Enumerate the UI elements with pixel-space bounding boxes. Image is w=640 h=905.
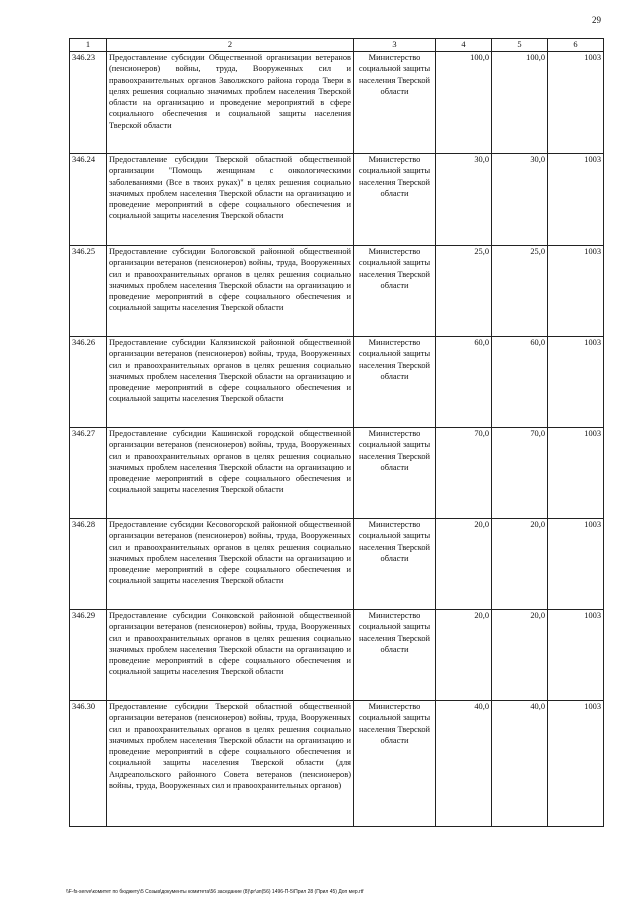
row-number: 346.28 [70,519,107,610]
row-amount-col5: 25,0 [492,246,548,337]
row-amount-col5: 60,0 [492,337,548,428]
row-description: Предоставление субсидии Кашинской городской общественной организации ветеранов (пенсионеров) войны, труда, Вооруженных сил и правоохранительных органов в целях решения социально значимых проблем населения Тверской области на организацию и проведение мероприятий в сфере социального обеспечения и социальной защиты населения Тверской области [107,428,354,519]
table-header-row [70,39,604,52]
row-amount-col5: 20,0 [492,610,548,701]
column-header-5: 5 [492,39,548,52]
row-ministry: Министерство социальной защиты населения Тверской области [354,52,436,154]
column-header-3: 3 [354,39,436,52]
table-row [70,701,604,827]
row-amount-col5: 100,0 [492,52,548,154]
row-ministry: Министерство социальной защиты населения Тверской области [354,337,436,428]
table-row [70,428,604,519]
row-amount-col4: 40,0 [436,701,492,827]
row-description: Предоставление субсидии Калязинской районной общественной организации ветеранов (пенсионеров) войны, труда, Вооруженных сил и правоохранительных органов в целях решения социально значимых проблем населения Тверской области на организацию и проведение мероприятий в сфере социального обеспечения и социальной защиты населения Тверской области [107,337,354,428]
table-row [70,52,604,154]
table-row [70,337,604,428]
table-row [70,519,604,610]
column-header-1: 1 [70,39,107,52]
row-code: 1003 [548,337,604,428]
row-amount-col5: 70,0 [492,428,548,519]
row-ministry: Министерство социальной защиты населения Тверской области [354,154,436,246]
row-description: Предоставление субсидии Сонковской районной общественной организации ветеранов (пенсионеров) войны, труда, Вооруженных сил и правоохранительных органов в целях решения социально значимых проблем населения Тверской области на организацию и проведение мероприятий в сфере социального обеспечения и социальной защиты населения Тверской области [107,610,354,701]
page-number: 29 [592,15,601,25]
row-amount-col4: 20,0 [436,519,492,610]
row-ministry: Министерство социальной защиты населения Тверской области [354,246,436,337]
row-ministry: Министерство социальной защиты населения Тверской области [354,610,436,701]
row-description: Предоставление субсидии Тверской областной общественной организации "Помощь женщинам с онкологическими заболеваниями (Все в твоих руках)" в целях решения социально значимых проблем населения Тверской области на организацию и проведение мероприятий в сфере социального обеспечения и социальной защиты населения Тверской области [107,154,354,246]
row-ministry: Министерство социальной защиты населения Тверской области [354,428,436,519]
row-description: Предоставление субсидии Кесовогорской районной общественной организации ветеранов (пенсионеров) войны, труда, Вооруженных сил и правоохранительных органов в целях решения социально значимых проблем населения Тверской области на организацию и проведение мероприятий в сфере социального обеспечения и социальной защиты населения Тверской области [107,519,354,610]
row-code: 1003 [548,52,604,154]
budget-table [69,38,604,827]
row-description: Предоставление субсидии Бологовской районной общественной организации ветеранов (пенсионеров) войны, труда, Вооруженных сил и правоохранительных органов в целях решения социально значимых проблем населения Тверской области на организацию и проведение мероприятий в сфере социального обеспечения и социальной защиты населения Тверской области [107,246,354,337]
row-code: 1003 [548,519,604,610]
row-ministry: Министерство социальной защиты населения Тверской области [354,701,436,827]
row-amount-col4: 30,0 [436,154,492,246]
column-header-2: 2 [107,39,354,52]
row-amount-col4: 25,0 [436,246,492,337]
row-number: 346.24 [70,154,107,246]
row-amount-col4: 70,0 [436,428,492,519]
row-amount-col4: 20,0 [436,610,492,701]
row-amount-col5: 40,0 [492,701,548,827]
row-code: 1003 [548,610,604,701]
row-code: 1003 [548,701,604,827]
row-code: 1003 [548,154,604,246]
row-amount-col4: 100,0 [436,52,492,154]
row-amount-col4: 60,0 [436,337,492,428]
file-path-footer: \\F-fs-serve\комитет по бюджету\5 Созыв\документы комитета\56 заседание (8)\рг\зп(56) 1496-П-5\Прил 28 (Прил 45) Доп мер.rtf [66,889,364,895]
row-number: 346.29 [70,610,107,701]
table-row [70,246,604,337]
column-header-6: 6 [548,39,604,52]
row-description: Предоставление субсидии Общественной организации ветеранов (пенсионеров) войны, труда, Вооруженных сил и правоохранительных органов Заволжского района города Твери в целях решения социально значимых проблем населения Тверской области на организацию и проведение мероприятий в сфере социального обеспечения и социальной защиты населения Тверской области [107,52,354,154]
row-code: 1003 [548,246,604,337]
row-number: 346.30 [70,701,107,827]
row-amount-col5: 20,0 [492,519,548,610]
row-number: 346.26 [70,337,107,428]
row-description: Предоставление субсидии Тверской областной общественной организации ветеранов (пенсионеров) войны, труда, Вооруженных сил и правоохранительных органов в целях решения социально значимых проблем населения Тверской области на организацию и проведение мероприятий в сфере социального обеспечения и социальной защиты населения Тверской области (для Андреапольского районного Совета ветеранов (пенсионеров) войны, труда, Вооруженных сил и правоохранительных органов) [107,701,354,827]
table-row [70,610,604,701]
table-row [70,154,604,246]
row-amount-col5: 30,0 [492,154,548,246]
row-number: 346.27 [70,428,107,519]
row-ministry: Министерство социальной защиты населения Тверской области [354,519,436,610]
row-number: 346.23 [70,52,107,154]
column-header-4: 4 [436,39,492,52]
row-code: 1003 [548,428,604,519]
row-number: 346.25 [70,246,107,337]
